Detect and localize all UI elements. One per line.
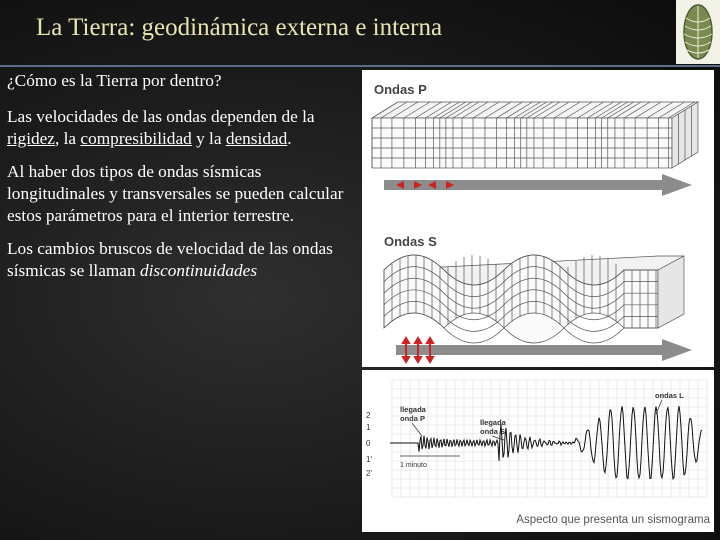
p-wave-arrow [384, 174, 692, 196]
y-tick: 1' [366, 455, 372, 464]
paragraph-discontinuities [7, 238, 352, 282]
title-divider [0, 65, 720, 67]
pine-cone-logo [676, 0, 720, 64]
page-title: La Tierra: geodinámica externa e interna [36, 14, 443, 41]
s-wave-block [384, 255, 684, 343]
time-scale-label: 1 minuto [400, 462, 427, 469]
y-tick: 2' [366, 469, 372, 478]
arrival-p-label-2: onda P [400, 414, 426, 423]
term-discontinuidades: discontinuidades [139, 261, 258, 280]
seismic-waves-diagram [362, 70, 714, 367]
question-heading: ¿Cómo es la Tierra por dentro? [7, 71, 222, 90]
seismogram [362, 370, 714, 532]
seismogram-caption: Aspecto que presenta un sismograma [516, 514, 710, 526]
body-text [7, 70, 352, 293]
term-densidad: densidad [225, 129, 288, 148]
p1-end: . [287, 129, 292, 148]
p-waves-label: Ondas P [374, 82, 427, 97]
y-tick: 2 [366, 411, 371, 420]
y-tick: 1 [366, 423, 371, 432]
p-wave-block [372, 102, 698, 168]
term-compresibilidad: compresibilidad [80, 129, 192, 148]
paragraph-wave-types: Al haber dos tipos de ondas sísmicas longitudinales y transversales se pueden calcular estos parámetros para el interior terrestre. [7, 162, 344, 225]
l-waves-label: ondas L [655, 391, 684, 400]
p1-sep2: y la [191, 129, 226, 148]
p1-sep1: , la [54, 129, 81, 148]
term-rigidez: rigidez [7, 129, 55, 148]
y-tick: 0 [366, 439, 371, 448]
p1-text: Las velocidades de las ondas dependen de la [7, 107, 315, 126]
arrival-s-label-2: onda S [480, 427, 506, 436]
arrival-s-label-1: llegada [480, 418, 506, 427]
s-waves-label: Ondas S [384, 234, 437, 249]
paragraph-velocities [7, 106, 352, 150]
arrival-p-label-1: llegada [400, 405, 426, 414]
p3-text: Los cambios bruscos de velocidad de las ondas sísmicas se llaman [7, 239, 333, 280]
